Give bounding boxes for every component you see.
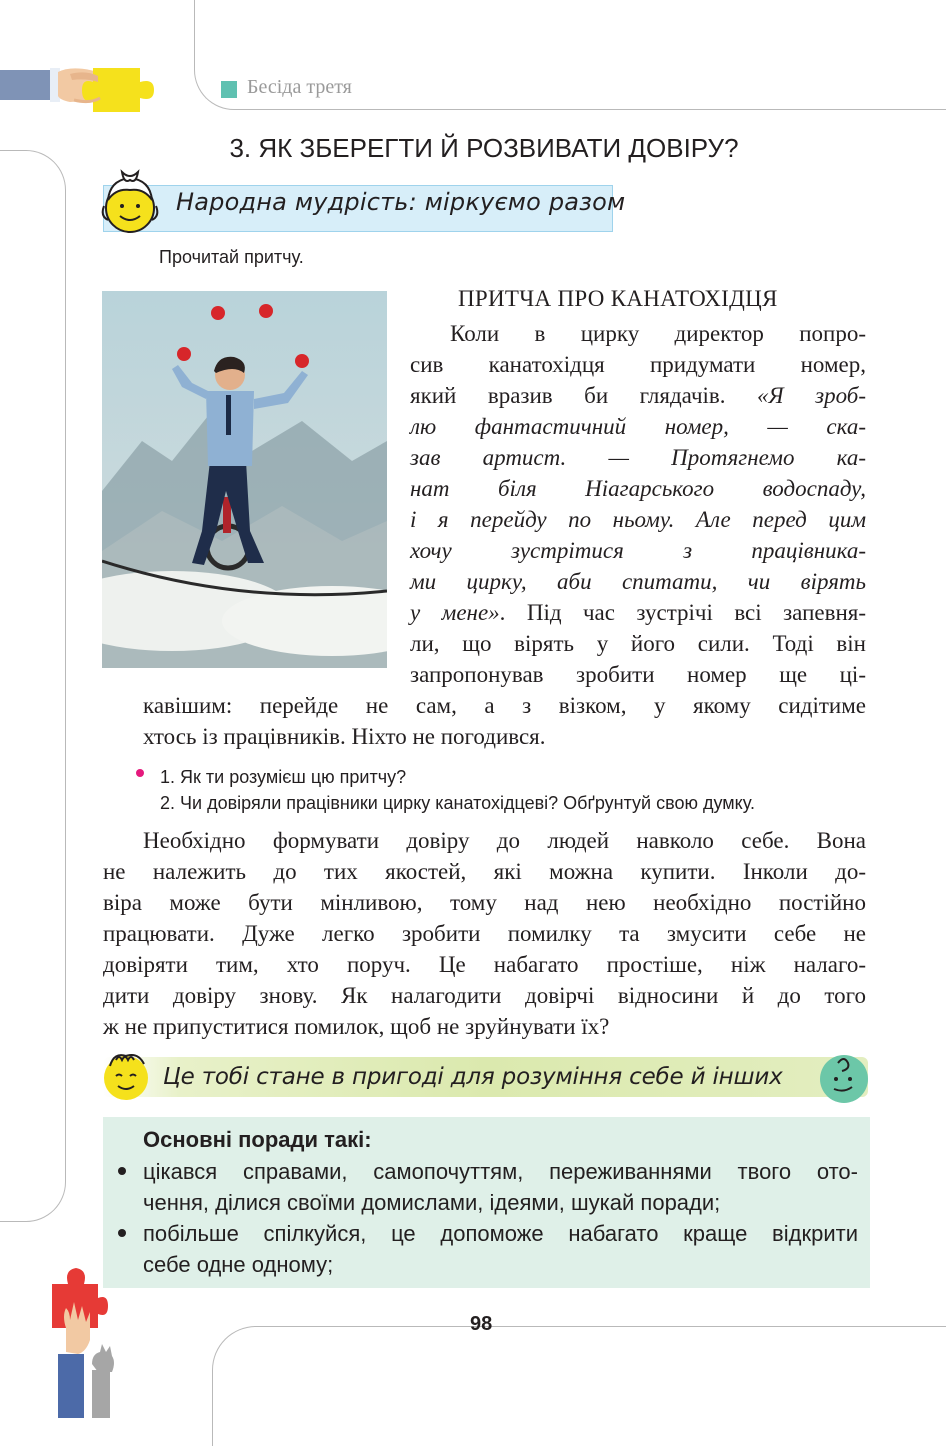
parable-line: Коли в цирку директор попро- xyxy=(450,321,866,346)
parable-line: хтось із працівників. Ніхто не погодився. xyxy=(143,724,546,749)
wisdom-label: Народна мудрість: міркуємо разом xyxy=(176,188,626,216)
parable-line: ми цирку, аби спитати, чи вірять xyxy=(410,569,866,594)
parable-text-wrapped xyxy=(410,318,866,690)
parable-line: який вразив би глядачів. «Я зроб- xyxy=(410,383,867,408)
parable-line: у мене». Під час зустрічі всі запевня- xyxy=(410,600,866,625)
body-line: віра може бути мінливою, тому над нею необхідно постійно xyxy=(103,890,866,915)
advice-item-1 xyxy=(143,1156,858,1218)
parable-line: нат біля Ніагарського водоспаду, xyxy=(410,476,866,501)
body-line: ж не припуститися помилок, щоб не зруйнувати їх? xyxy=(103,1014,610,1039)
body-line: працювати. Дуже легко зробити помилку та змусити себе не xyxy=(103,921,866,946)
advice-line: чення, ділися своїми домислами, ідеями, шукай поради; xyxy=(143,1190,721,1215)
juggler-on-unicycle-icon xyxy=(102,291,387,668)
advice-line: побільше спілкуйся, це допоможе набагато краще відкрити xyxy=(143,1221,858,1246)
body-line: дити довіру знову. Як налагодити довірчі відносини й до того xyxy=(103,983,866,1008)
smiling-face-icon xyxy=(100,1048,156,1104)
advice-line: цікався справами, самопочуттям, переживаннями твого ото- xyxy=(143,1159,858,1184)
body-line: Необхідно формувати довіру до людей навколо себе. Вона xyxy=(143,828,866,853)
hand-with-yellow-puzzle-icon xyxy=(0,60,160,120)
page-number: 98 xyxy=(470,1313,493,1335)
girl-face-icon xyxy=(100,166,162,236)
page-frame-left xyxy=(0,150,66,1222)
parable-line: лю фантастичний номер, — ска- xyxy=(410,414,866,439)
question-1: 1. Як ти розумієш цю притчу? xyxy=(160,767,407,787)
bullet-icon xyxy=(118,1167,126,1175)
hands-with-red-puzzle-icon xyxy=(40,1262,130,1418)
parable-text-full xyxy=(143,690,866,752)
parable-line: кавішим: перейде не сам, а з візком, у якому сидітиме xyxy=(143,693,866,718)
question-2: 2. Чи довіряли працівники цирку канатохідцеві? Обґрунтуй свою думку. xyxy=(160,793,755,813)
parable-line: сив канатохідця придумати номер, xyxy=(410,352,866,377)
instruction-text: Прочитай притчу. xyxy=(159,247,304,267)
advice-line: себе одне одному; xyxy=(143,1252,334,1277)
tip-label: Це тобі стане в пригоді для розуміння себе й інших xyxy=(163,1064,783,1090)
section-title: 3. ЯК ЗБЕРЕГТИ Й РОЗВИВАТИ ДОВІРУ? xyxy=(229,133,739,163)
parable-line: запропонував зробити номер ще ці- xyxy=(410,662,866,687)
parable-line: зав артист. — Протягнемо ка- xyxy=(410,445,866,470)
bullet-icon xyxy=(118,1229,126,1237)
parable-line: і я перейду по ньому. Але перед цим xyxy=(410,507,866,532)
questions-bullet-icon xyxy=(136,769,144,777)
parable-illustration xyxy=(102,291,387,668)
advice-item-2 xyxy=(143,1218,858,1280)
chapter-marker-icon xyxy=(221,81,237,98)
body-line: довіряти тим, хто поруч. Це набагато простіше, ніж налаго- xyxy=(103,952,866,977)
body-paragraph xyxy=(103,825,866,1042)
chapter-header: Бесіда третя xyxy=(247,76,352,98)
parable-line: ли, що вірять у його сили. Тоді він xyxy=(410,631,866,656)
body-line: не належить до тих якостей, які можна купити. Інколи до- xyxy=(103,859,866,884)
parable-line: хочу зустрітися з працівника- xyxy=(410,538,866,563)
thinking-face-icon xyxy=(818,1053,870,1105)
advice-title: Основні поради такі: xyxy=(143,1127,372,1152)
parable-title: ПРИТЧА ПРО КАНАТОХІДЦЯ xyxy=(458,286,778,311)
page-frame-bottom xyxy=(212,1326,946,1446)
